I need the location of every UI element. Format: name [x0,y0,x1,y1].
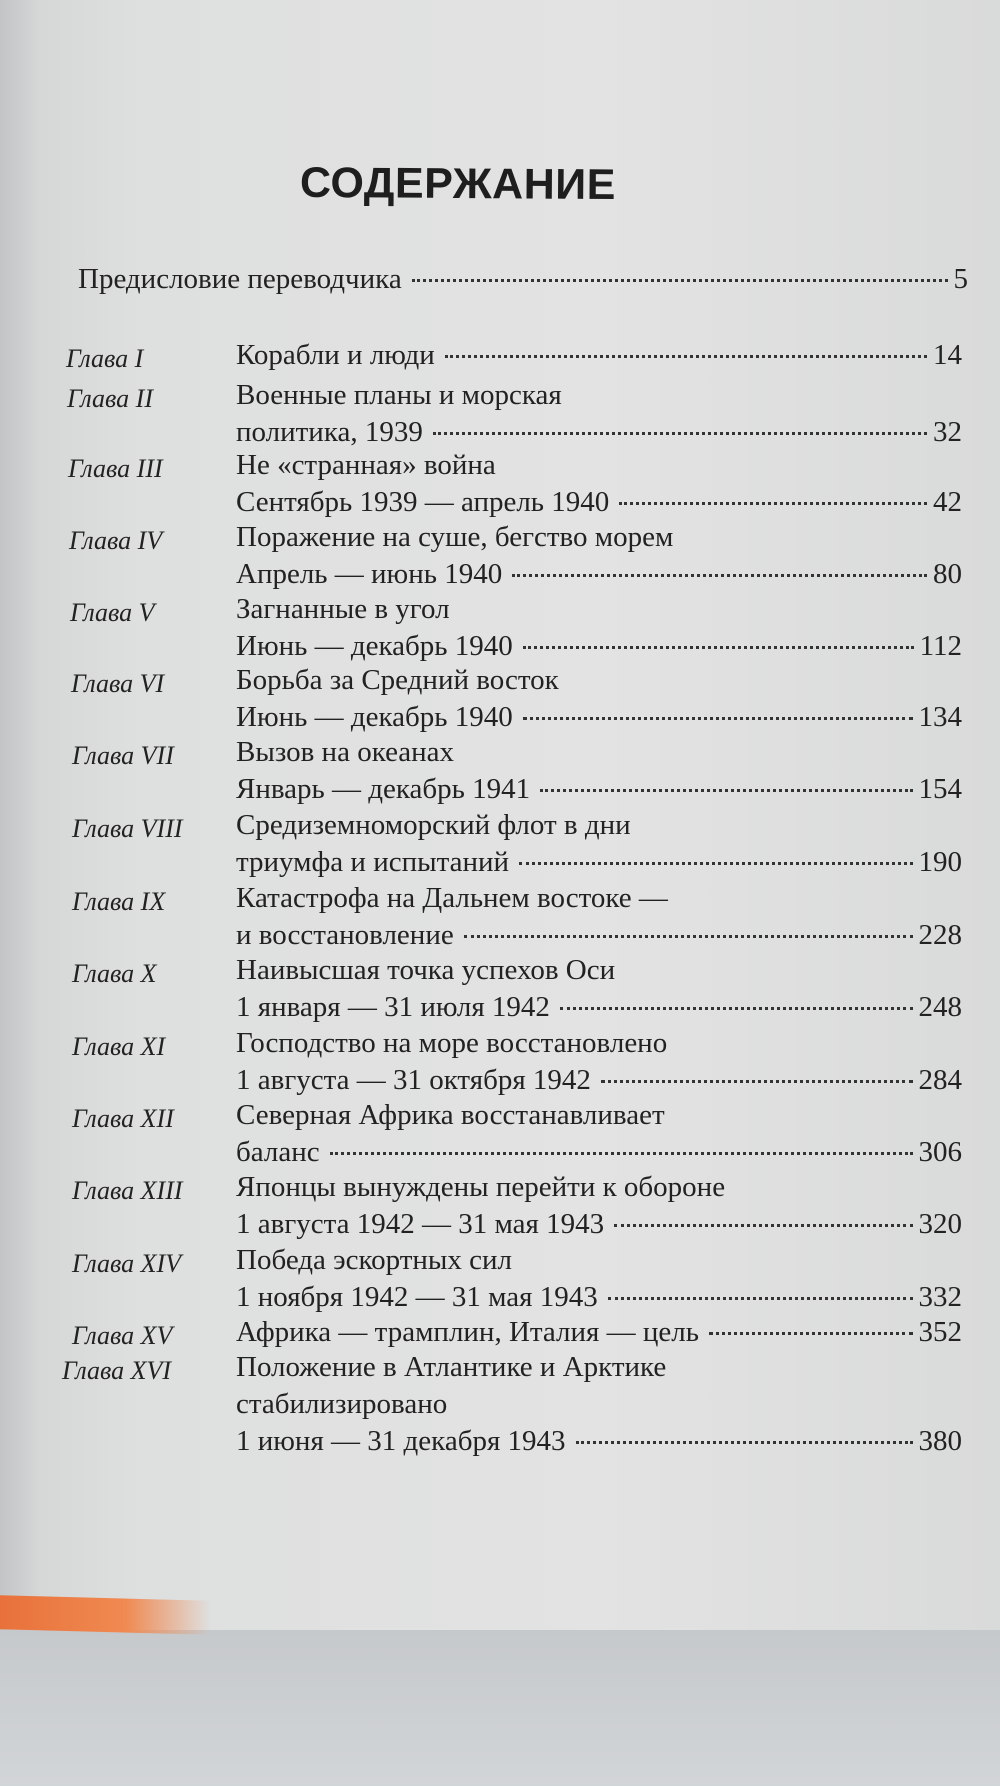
chapter-title-line: 1 июня — 31 декабря 1943 [236,1425,566,1457]
chapter-entry-row [236,918,962,952]
chapter-entry-row [236,557,962,591]
toc-preface-row [78,262,968,296]
chapter-title-line: Апрель — июнь 1940 [236,558,503,590]
chapter-entry-row [236,772,962,806]
table-surface [0,1630,1000,1786]
chapter-title-line: Загнанные в угол [236,593,450,625]
toc-preface-title: Предисловие переводчика [78,263,402,295]
chapter-page-number: 32 [933,416,962,448]
chapter-title-line: стабилизировано [236,1388,448,1420]
chapter-title-line: Господство на море восстановлено [236,1027,668,1059]
chapter-label: Глава XV [72,1321,173,1350]
chapter-title-line: 1 января — 31 июля 1942 [236,991,550,1023]
chapter-page-number: 320 [918,1208,962,1240]
chapter-title-line: 1 ноября 1942 — 31 мая 1943 [236,1281,598,1313]
dot-leader [464,935,913,938]
chapter-page-number: 352 [918,1316,962,1348]
chapter-page-number: 14 [933,339,962,371]
page-title: СОДЕРЖАНИЕ [299,158,617,210]
chapter-page-number: 154 [918,773,962,805]
chapter-page-number: 80 [933,558,962,590]
chapter-page-number: 306 [918,1136,962,1168]
dot-leader [445,355,927,358]
dot-leader [519,862,912,865]
chapter-title-line: Японцы вынуждены перейти к обороне [236,1171,726,1203]
chapter-label: Глава VI [71,669,165,698]
chapter-entry-row [236,1424,962,1458]
chapter-label: Глава XIV [72,1249,182,1278]
dot-leader [330,1152,913,1155]
chapter-title-line: Борьба за Средний восток [236,664,559,696]
chapter-title-line: баланс [236,1136,320,1168]
chapter-label: Глава X [72,959,157,988]
dot-leader [608,1297,913,1300]
chapter-entry-row [236,1135,962,1169]
chapter-label: Глава XII [72,1104,174,1133]
chapter-label: Глава I [66,344,144,373]
chapter-label: Глава XIII [72,1176,183,1205]
chapter-title-line: Средиземноморский флот в дни [236,809,631,841]
chapter-title-line: и восстановление [236,919,454,951]
chapter-title-line: Корабли и люди [236,339,435,371]
chapter-entry-row [236,845,962,879]
chapter-title-line: Победа эскортных сил [236,1244,513,1276]
chapter-page-number: 380 [918,1425,962,1457]
chapter-page-number: 284 [918,1064,962,1096]
chapter-label: Глава VIII [72,814,183,843]
chapter-entry-row [236,1280,962,1314]
chapter-entry-row [236,990,962,1024]
chapter-entry-row [236,700,962,734]
chapter-title-line: 1 августа 1942 — 31 мая 1943 [236,1208,605,1240]
chapter-entry-row [236,338,962,372]
dot-leader [560,1007,913,1010]
chapter-entry-row [236,485,962,519]
chapter-title-line: Африка — трамплин, Италия — цель [236,1316,699,1348]
dot-leader [540,789,912,792]
chapter-title-line: Катастрофа на Дальнем востоке — [236,882,668,914]
chapter-entry-row [236,1063,962,1097]
chapter-entry-row [236,1207,962,1241]
chapter-title-line: Наивысшая точка успехов Оси [236,954,616,986]
toc-preface-page: 5 [953,263,968,295]
chapter-page-number: 228 [918,919,962,951]
dot-leader [614,1224,912,1227]
chapter-entry-row [236,1315,962,1349]
chapter-title-line: 1 августа — 31 октября 1942 [236,1064,591,1096]
chapter-title-line: Январь — декабрь 1941 [236,773,531,805]
chapter-page-number: 190 [918,846,962,878]
chapter-title-line: Поражение на суше, бегство морем [236,521,674,553]
chapter-page-number: 248 [918,991,962,1023]
chapter-label: Глава IV [69,526,163,555]
dot-leader [576,1441,913,1444]
chapter-title-line: Вызов на океанах [236,736,455,768]
book-cover-edge [0,1595,210,1634]
table-of-contents [62,0,970,1600]
chapter-label: Глава XI [72,1032,166,1061]
chapter-label: Глава IX [72,887,166,916]
chapter-title-line: Не «странная» война [236,449,496,481]
dot-leader [523,717,913,720]
chapter-page-number: 112 [919,630,962,662]
dot-leader [512,574,927,577]
dot-leader [433,432,927,435]
chapter-label: Глава V [70,598,155,627]
chapter-title-line: Военные планы и морская [236,379,562,411]
chapter-label: Глава III [68,454,163,483]
chapter-title-line: Северная Африка восстанавливает [236,1099,665,1131]
chapter-title-line: Июнь — декабрь 1940 [236,701,513,733]
chapter-label: Глава VII [72,741,174,770]
chapter-title-line: политика, 1939 [236,416,423,448]
chapter-page-number: 134 [918,701,962,733]
chapter-page-number: 332 [918,1281,962,1313]
dot-leader [709,1332,913,1335]
chapter-title-line: триумфа и испытаний [236,846,510,878]
chapter-title-line: Положение в Атлантике и Арктике [236,1351,667,1383]
chapter-title-line: Июнь — декабрь 1940 [236,630,513,662]
chapter-label: Глава II [67,384,153,413]
dot-leader [412,279,948,282]
chapter-page-number: 42 [933,486,962,518]
dot-leader [523,646,914,649]
chapter-entry-row [236,629,962,663]
chapter-title-line: Сентябрь 1939 — апрель 1940 [236,486,610,518]
chapter-label: Глава XVI [62,1356,172,1385]
chapter-entry-row [236,415,962,449]
dot-leader [619,502,927,505]
dot-leader [601,1080,913,1083]
